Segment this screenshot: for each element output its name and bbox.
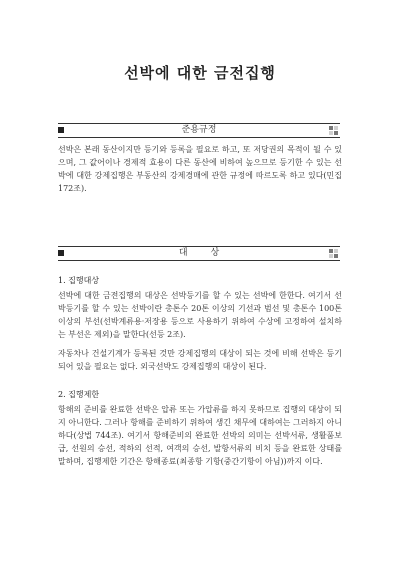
paragraph-execution-limit: 항해의 준비를 완료한 선박은 압류 또는 가압류를 하지 못하므로 집행의 대상이 되지 아니한다. 그러나 항해를 준비하기 위하여 생긴 채무에 대하여는 그러하지 아니하다(상법 744조). 여기서 항해준비의 완료한 선박의 의미는 선박서류, 생활품보급, 선원의 승선, 적하의 선적, 여객의 승선, 발항서류의 비치 등을 완료한 상태를 말하며, 집행제한 기간은 항해종료(최종항 기항(중간기항이 아님))까지 이다. — [58, 405, 342, 466]
grid-decoration-icon — [329, 249, 339, 258]
section-label: 대 상 — [178, 248, 220, 258]
section-label: 준용규정 — [181, 125, 217, 135]
item-heading-execution-limit: 2. 집행제한 — [58, 390, 100, 399]
grid-decoration-icon — [329, 126, 339, 135]
section-header-target — [58, 246, 340, 261]
item-heading-execution-target: 1. 집행대상 — [58, 276, 100, 285]
paragraph-execution-target: 선박에 대한 금전집행의 대상은 선박등기를 할 수 있는 선박에 한한다. 여기서 선박등기를 할 수 있는 선박이란 총톤수 20톤 이상의 기선과 범선 및 총톤수 100톤 이상의 부선(선박계류용·저장용 등으로 사용하기 위하여 수상에 고정하여 설치하는 부선은 제외)을 말한다(선등 2조). — [58, 291, 342, 339]
section-header-provisions — [58, 123, 340, 138]
document-title: 선박에 대한 금전집행 — [124, 64, 276, 82]
paragraph-provisions: 선박은 본래 동산이지만 등기와 등록을 필요로 하고, 또 저당권의 목적이 될 수 있으며, 그 값어이나 경제적 효용이 다른 동산에 비하여 높으므로 등기한 수 있는 선박에 대한 강제집행은 부동산의 강제경매에 관한 규정에 따르도록 하고 있다(민집 172조). — [58, 145, 342, 193]
paragraph-registration-note: 자동차나 건설기계가 등록된 것만 강제집행의 대상이 되는 것에 비해 선박은 등기되어 있을 필요는 없다. 외국선박도 강제집행의 대상이 된다. — [58, 349, 342, 371]
